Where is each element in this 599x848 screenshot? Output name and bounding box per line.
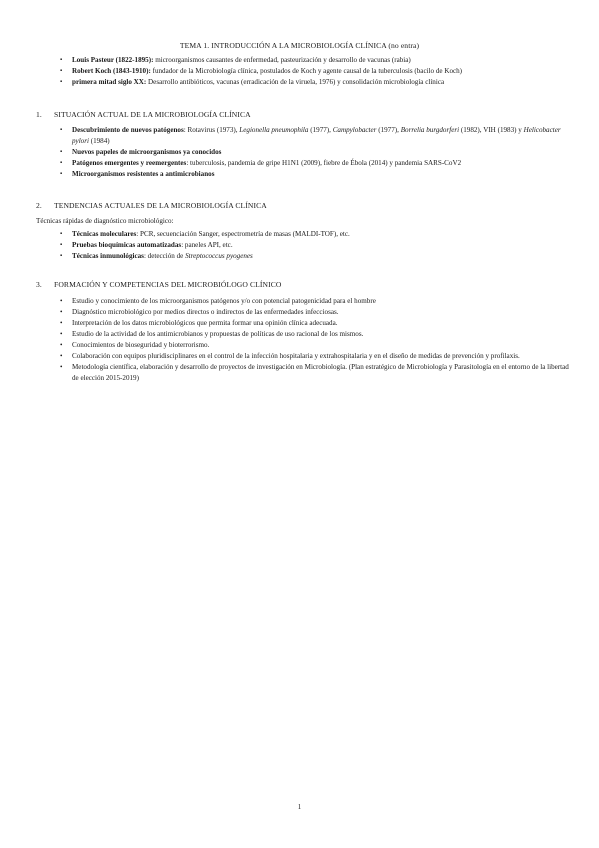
page-title: TEMA 1. INTRODUCCIÓN A LA MICROBIOLOGÍA CLÍNICA (no entra) <box>179 41 420 50</box>
list-item: • Interpretación de los datos microbiológicos que permita formar una opinión clínica adecuada. <box>36 318 576 329</box>
item-italic: Campylobacter <box>332 126 377 134</box>
item-text: (1982), VIH (1983) y <box>459 126 524 134</box>
item-italic: Legionella pneumophila <box>239 126 309 134</box>
item-bold: Técnicas moleculares <box>72 230 137 238</box>
list-item <box>36 158 576 169</box>
item-italic: Borrelia burgdorferi <box>400 126 460 134</box>
section-1-list <box>36 125 576 180</box>
section-2-heading <box>36 201 267 210</box>
section-number: 3. <box>36 280 42 289</box>
intro-list <box>36 55 576 88</box>
section-title: SITUACIÓN ACTUAL DE LA MICROBIOLOGÍA CLÍNICA <box>54 110 251 119</box>
item-bold: Robert Koch (1843-1910): <box>72 67 151 75</box>
item-bold: Técnicas inmunológicas <box>72 252 144 260</box>
item-text: Desarrollo antibióticos, vacunas (erradicación de la viruela, 1976) y consolidación microbiología clínica <box>146 78 445 86</box>
item-text: : Rotavirus (1973), <box>183 126 240 134</box>
list-item: • Metodología científica, elaboración y desarrollo de proyectos de investigación en Microbiología. (Plan estratégico de Microbiología y Parasitología en el entorno de la libertad de elección 2015-2019) <box>36 362 576 384</box>
page-number: 1 <box>297 803 302 811</box>
list-item <box>36 55 576 66</box>
item-text: (1984) <box>88 137 110 145</box>
list-item: • Conocimientos de bioseguridad y bioterrorismo. <box>36 340 576 351</box>
item-bold: primera mitad siglo XX: <box>72 78 147 86</box>
section-number: 1. <box>36 110 42 119</box>
item-text: (1977), <box>376 126 401 134</box>
list-item: ▪ Nuevos papeles de microorganismos ya conocidos <box>36 147 576 158</box>
list-item <box>36 77 576 88</box>
list-item: • Estudio y conocimiento de los microorganismos patógenos y/o con potencial patogenicidad para el hombre <box>36 296 576 307</box>
list-item <box>36 125 576 147</box>
section-2-intro: Técnicas rápidas de diagnóstico microbiológico: <box>36 217 174 225</box>
item-text: (1977), <box>308 126 333 134</box>
item-bold: Patógenos emergentes y reemergentes <box>72 159 187 167</box>
item-bold: Descubrimiento de nuevos patógenos <box>72 126 184 134</box>
list-item <box>36 229 576 240</box>
section-number: 2. <box>36 201 42 210</box>
item-text: : paneles API, etc. <box>181 241 233 249</box>
section-3-heading <box>36 280 281 289</box>
section-3-list <box>36 296 576 384</box>
section-title: TENDENCIAS ACTUALES DE LA MICROBIOLOGÍA CLÍNICA <box>54 201 267 210</box>
list-item <box>36 240 576 251</box>
section-title: FORMACIÓN Y COMPETENCIAS DEL MICROBIÓLOGO CLÍNICO <box>54 280 282 289</box>
list-item: • Colaboración con equipos pluridisciplinares en el control de la infección hospitalaria y extrahospitalaria y en el diseño de medidas de prevención y profilaxis. <box>36 351 576 362</box>
list-item <box>36 66 576 77</box>
item-bold: Pruebas bioquímicas automatizadas <box>72 241 182 249</box>
section-2-list <box>36 229 576 262</box>
list-item: • Estudio de la actividad de los antimicrobianos y propuestas de políticas de uso racional de los mismos. <box>36 329 576 340</box>
item-text: : PCR, secuenciación Sanger, espectrometría de masas (MALDI-TOF), etc. <box>136 230 350 238</box>
list-item: ▪ Microorganismos resistentes a antimicrobianos <box>36 169 576 180</box>
item-text: : detección de <box>143 252 186 260</box>
item-text: : tuberculosis, pandemia de gripe H1N1 (2009), fiebre de Ébola (2014) y pandemia SARS-CoV2 <box>186 159 462 167</box>
item-text: microorganismos causantes de enfermedad, pasteurización y desarrollo de vacunas (rabia) <box>153 56 411 64</box>
list-item <box>36 251 576 262</box>
item-text: fundador de la Microbiología clínica, postulados de Koch y agente causal de la tuberculosis (bacilo de Koch) <box>150 67 463 75</box>
item-italic: Streptococcus pyogenes <box>185 252 253 260</box>
list-item: • Diagnóstico microbiológico por medios directos o indirectos de las enfermedades infecciosas. <box>36 307 576 318</box>
item-bold: Louis Pasteur (1822-1895): <box>72 56 154 64</box>
item-italic: Helicobacter pylori <box>72 126 561 145</box>
section-1-heading <box>36 110 251 119</box>
